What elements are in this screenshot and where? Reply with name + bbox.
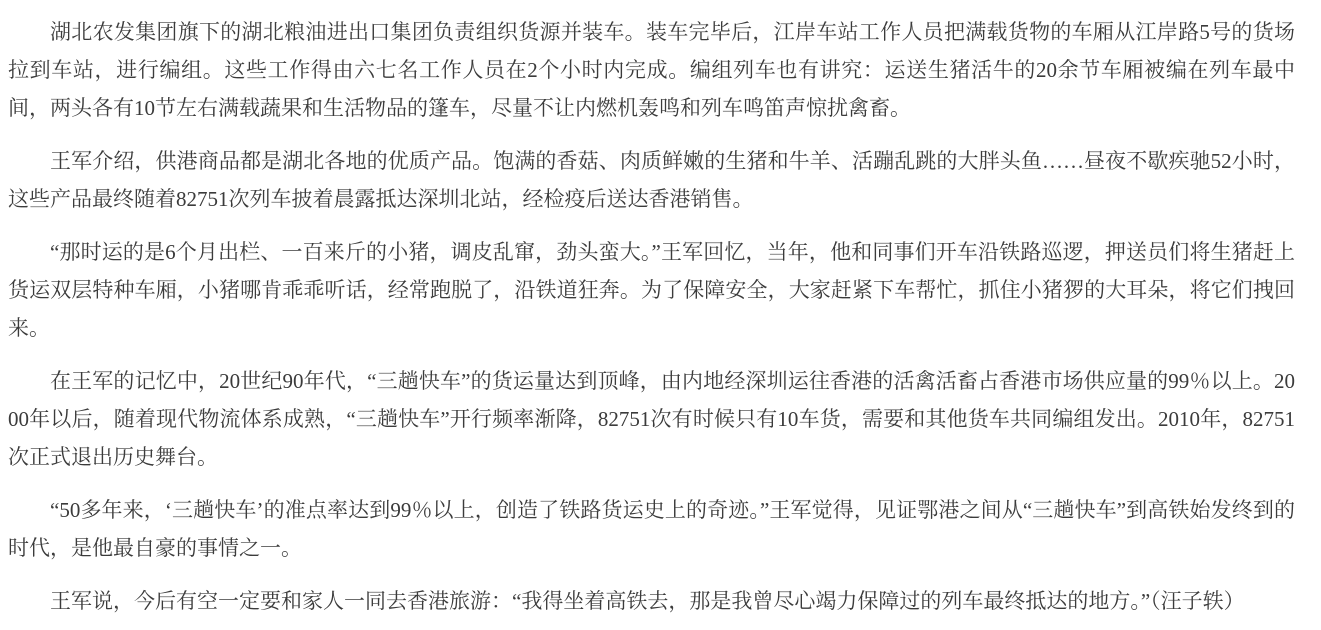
article-paragraph-2: 王军介绍，供港商品都是湖北各地的优质产品。饱满的香菇、肉质鲜嫩的生猪和牛羊、活蹦乱跳的大胖头鱼……昼夜不歇疾驰52小时，这些产品最终随着82751次列车披着晨露抵达深圳北站，经检疫后送达香港销售。	[8, 149, 1295, 211]
article-paragraph-6: 王军说，今后有空一定要和家人一同去香港旅游：“我得坐着高铁去，那是我曾尽心竭力保障过的列车最终抵达的地方。”（汪子轶）	[50, 589, 1245, 613]
article-paragraph-1: 湖北农发集团旗下的湖北粮油进出口集团负责组织货源并装车。装车完毕后，江岸车站工作人员把满载货物的车厢从江岸路5号的货场拉到车站，进行编组。这些工作得由六七名工作人员在2个小时内完成。编组列车也有讲究：运送生猪活牛的20余节车厢被编在列车最中间，两头各有10节左右满载蔬果和生活物品的篷车，尽量不让内燃机轰鸣和列车鸣笛声惊扰禽畜。	[8, 20, 1295, 120]
article-paragraph-5: “50多年来，‘三趟快车’的准点率达到99％以上，创造了铁路货运史上的奇迹。”王军觉得，见证鄂港之间从“三趟快车”到高铁始发终到的时代，是他最自豪的事情之一。	[8, 498, 1295, 560]
article-paragraph-3: “那时运的是6个月出栏、一百来斤的小猪，调皮乱窜，劲头蛮大。”王军回忆，当年，他和同事们开车沿铁路巡逻，押送员们将生猪赶上货运双层特种车厢，小猪哪肯乖乖听话，经常跑脱了，沿铁道狂奔。为了保障安全，大家赶紧下车帮忙，抓住小猪猡的大耳朵，将它们拽回来。	[8, 240, 1295, 340]
article-paragraph-4: 在王军的记忆中，20世纪90年代，“三趟快车”的货运量达到顶峰，由内地经深圳运往香港的活禽活畜占香港市场供应量的99％以上。2000年以后，随着现代物流体系成熟，“三趟快车”开行频率渐降，82751次有时候只有10车货，需要和其他货车共同编组发出。2010年，82751次正式退出历史舞台。	[8, 369, 1295, 469]
